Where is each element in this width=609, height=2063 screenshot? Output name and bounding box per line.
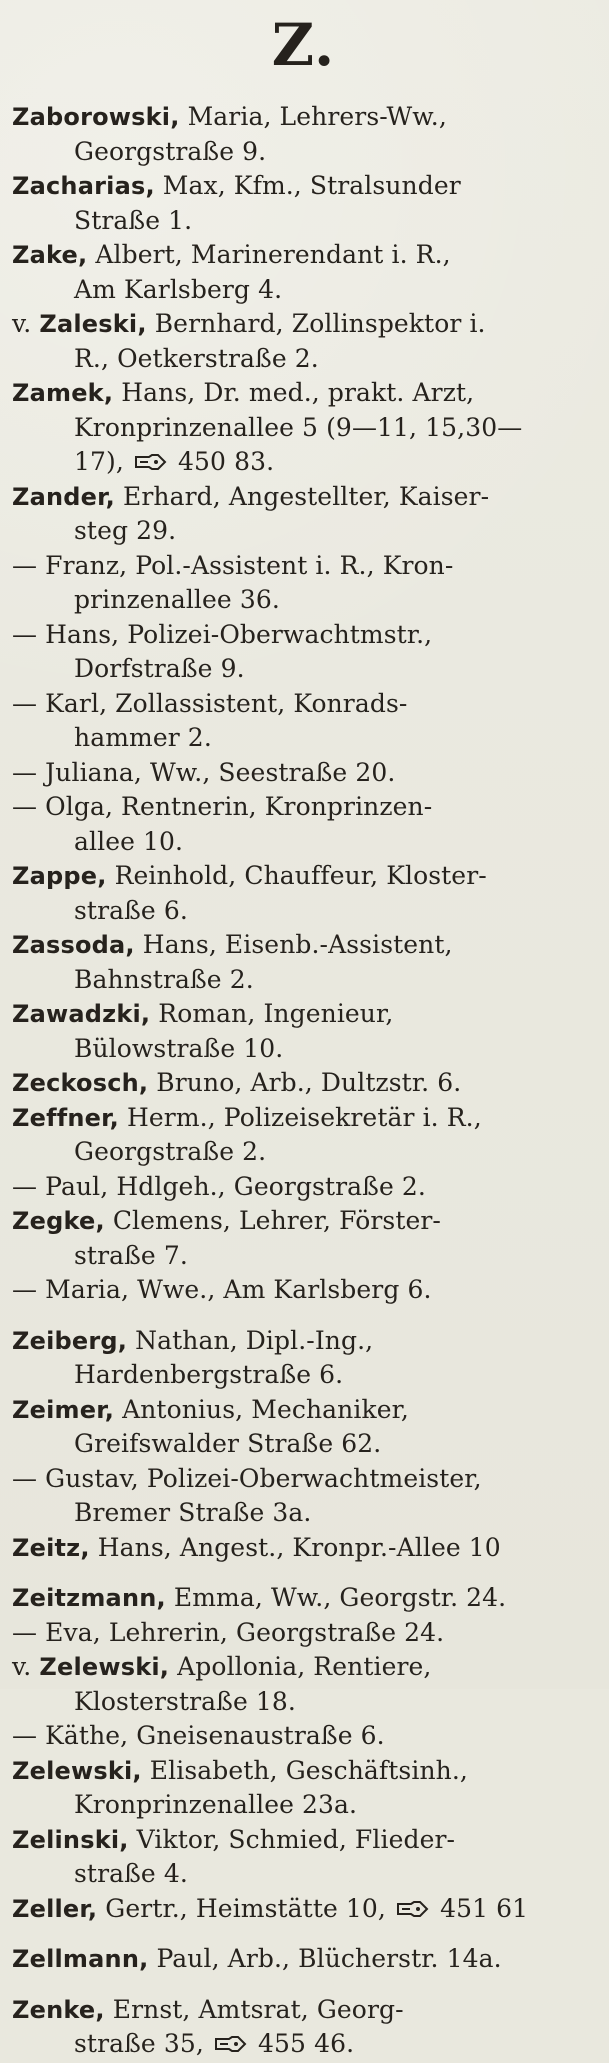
directory-entry [12, 618, 587, 687]
directory-entry [12, 307, 587, 376]
surname: Zeitz, [12, 1533, 90, 1562]
surname: Zelewski, [39, 1653, 170, 1681]
entry-text: — Maria, Wwe., Am Karlsberg 6. [12, 1275, 432, 1304]
entry-text: hammer 2. [74, 723, 212, 752]
entry-main-line [12, 480, 587, 515]
entry-main-line [12, 169, 587, 204]
entry-main-line [12, 1892, 587, 1927]
entry-main-line [12, 1719, 587, 1754]
directory-entry [12, 928, 587, 997]
entry-continuation-line [12, 825, 587, 860]
entry-main-line [12, 1066, 587, 1101]
entry-text: Bernhard, Zollinspektor i. [146, 309, 486, 338]
directory-entry [12, 790, 587, 859]
entry-continuation-line [12, 135, 587, 170]
entry-text: 455 46. [258, 2029, 355, 2058]
entry-text: 17), [74, 447, 124, 476]
entry-text: 450 83. [178, 447, 275, 476]
entry-continuation-line [12, 1496, 587, 1531]
surname: Zeiberg, [12, 1326, 128, 1355]
entry-main-line [12, 859, 587, 894]
entry-main-line [12, 1754, 587, 1789]
entry-text: Reinhold, Chauffeur, Kloster- [106, 861, 487, 890]
entry-text: 451 61 [440, 1893, 529, 1923]
entry-text: — Franz, Pol.-Assistent i. R., Kron- [12, 550, 454, 580]
entry-text: Max, Kfm., Stralsunder [154, 171, 461, 200]
directory-entry [12, 1942, 587, 1977]
surname: Zellmann, [12, 1945, 149, 1973]
entry-main-line [12, 1581, 587, 1616]
entry-main-line [12, 687, 587, 722]
entry-text: v. [12, 1652, 40, 1681]
entry-text: — Juliana, Ww., Seestraße 20. [12, 757, 396, 787]
entry-text: Kronprinzenallee 5 (9—11, 15,30— [74, 412, 523, 442]
entry-text: Hardenbergstraße 6. [74, 1360, 344, 1389]
entry-continuation-line [12, 411, 587, 446]
entry-text: steg 29. [74, 516, 177, 545]
entry-text: — Eva, Lehrerin, Georgstraße 24. [12, 1617, 445, 1647]
entry-continuation-line [12, 1358, 587, 1393]
entry-continuation-line [12, 445, 587, 480]
entry-main-line [12, 1462, 587, 1497]
directory-entry [12, 859, 587, 928]
entry-text: Ernst, Amtsrat, Georg- [104, 1994, 404, 2024]
entry-continuation-line [12, 894, 587, 929]
entry-main-line [12, 1531, 587, 1566]
entry-text: Kronprinzenallee 23a. [74, 1790, 358, 1819]
surname: Zelinski, [12, 1825, 129, 1854]
entry-main-line [12, 1204, 587, 1239]
entry-main-line [12, 1650, 587, 1685]
directory-entry [12, 1273, 587, 1308]
directory-entry [12, 480, 587, 549]
surname: Zeller, [12, 1894, 98, 1923]
entry-text: — Olga, Rentnerin, Kronprinzen- [12, 792, 433, 821]
entry-text: Herm., Polizeisekretär i. R., [118, 1102, 482, 1132]
directory-entry [12, 1892, 587, 1927]
entry-continuation-line [12, 1857, 587, 1892]
entry-text: Dorfstraße 9. [74, 654, 245, 683]
entry-text: straße 6. [74, 895, 188, 925]
entry-text: Antonius, Mechaniker, [114, 1394, 409, 1424]
entry-text: Viktor, Schmied, Flieder- [128, 1824, 456, 1854]
entry-text: Elisabeth, Geschäftsinh., [141, 1755, 468, 1785]
directory-entry [12, 1204, 587, 1273]
entry-text: — Gustav, Polizei-Oberwachtmeister, [12, 1463, 482, 1493]
surname: Zegke, [12, 1207, 105, 1235]
section-letter: Z. [271, 11, 336, 79]
directory-entry [12, 997, 587, 1066]
directory-entry [12, 1754, 587, 1823]
entry-main-line [12, 1993, 587, 2028]
entry-text: Bruno, Arb., Dultzstr. 6. [148, 1068, 462, 1097]
entry-main-line [12, 1101, 587, 1136]
entry-continuation-line [12, 1788, 587, 1823]
entry-continuation-line [12, 204, 587, 239]
telephone-icon [396, 1893, 430, 1911]
entry-text: — Käthe, Gneisenaustraße 6. [12, 1721, 385, 1750]
entry-main-line [12, 790, 587, 825]
directory-entry [12, 376, 587, 480]
surname: Zeffner, [12, 1103, 119, 1132]
directory-entry [12, 1393, 587, 1462]
surname: Zeitzmann, [12, 1584, 166, 1612]
entry-text: Georgstraße 2. [74, 1137, 267, 1166]
entry-text: — Paul, Hdlgeh., Georgstraße 2. [12, 1171, 426, 1201]
entry-text: Straße 1. [74, 205, 193, 235]
directory-entry [12, 1066, 587, 1101]
entry-main-line [12, 756, 587, 791]
entry-main-line [12, 238, 587, 273]
telephone-icon [134, 446, 168, 464]
directory-entry [12, 687, 587, 756]
directory-entry [12, 1993, 587, 2062]
directory-entry [12, 756, 587, 791]
entry-text: straße 7. [74, 1240, 188, 1270]
entry-continuation-line [12, 273, 587, 308]
entry-continuation-line [12, 514, 587, 549]
entry-main-line [12, 1393, 587, 1428]
entry-text: Bülowstraße 10. [74, 1033, 284, 1063]
entry-continuation-line [12, 1239, 587, 1274]
entry-continuation-line [12, 1032, 587, 1067]
surname: Zeimer, [12, 1395, 115, 1424]
directory-entry [12, 1581, 587, 1616]
entry-main-line [12, 376, 587, 411]
entry-text: Greifswalder Straße 62. [74, 1429, 382, 1458]
entry-main-line [12, 1823, 587, 1858]
entry-main-line [12, 1942, 587, 1977]
entry-text: Apollonia, Rentiere, [169, 1652, 432, 1681]
directory-entry [12, 1324, 587, 1393]
directory-entry [12, 169, 587, 238]
entry-text: Hans, Dr. med., prakt. Arzt, [113, 378, 475, 407]
entry-text: straße 4. [74, 1859, 188, 1888]
entry-main-line [12, 928, 587, 963]
entry-text: v. [12, 309, 40, 338]
entry-main-line [12, 1324, 587, 1359]
entry-text: Roman, Ingenieur, [150, 999, 394, 1028]
entry-continuation-line [12, 342, 587, 377]
directory-entry [12, 1462, 587, 1531]
entry-text: straße 35, [74, 2029, 204, 2058]
surname: Zappe, [12, 862, 107, 890]
entry-text: R., Oetkerstraße 2. [74, 343, 319, 373]
surname: Zake, [12, 241, 88, 269]
entry-main-line [12, 1273, 587, 1308]
entry-text: Paul, Arb., Blücherstr. 14a. [148, 1944, 502, 1973]
entry-continuation-line [12, 963, 587, 998]
entry-text: Nathan, Dipl.-Ing., [127, 1325, 374, 1355]
directory-entries [12, 100, 587, 2062]
entry-text: Georgstraße 9. [74, 136, 267, 166]
entry-continuation-line [12, 1135, 587, 1170]
entry-continuation-line [12, 1427, 587, 1462]
directory-entry [12, 1531, 587, 1566]
surname: Zander, [12, 482, 115, 511]
entry-text: Hans, Eisenb.-Assistent, [134, 930, 453, 959]
entry-text: prinzenallee 36. [74, 585, 280, 614]
entry-main-line [12, 1170, 587, 1205]
surname: Zelewski, [12, 1756, 142, 1785]
entry-continuation-line [12, 652, 587, 687]
surname: Zeckosch, [12, 1069, 149, 1097]
surname: Zenke, [12, 1995, 105, 2024]
surname: Zaleski, [39, 310, 147, 338]
entry-main-line [12, 1616, 587, 1651]
entry-text: Klosterstraße 18. [74, 1686, 296, 1716]
entry-continuation-line [12, 583, 587, 618]
directory-entry [12, 100, 587, 169]
entry-text: Albert, Marinerendant i. R., [87, 240, 451, 269]
directory-entry [12, 1170, 587, 1205]
entry-continuation-line [12, 2027, 587, 2062]
entry-text: Gertr., Heimstätte 10, [97, 1893, 386, 1923]
entry-text: Emma, Ww., Georgstr. 24. [165, 1583, 507, 1612]
directory-entry [12, 238, 587, 307]
surname: Zamek, [12, 379, 114, 407]
entry-text: allee 10. [74, 826, 184, 856]
entry-text: — Karl, Zollassistent, Konrads- [12, 688, 408, 718]
telephone-icon [214, 2028, 248, 2046]
surname: Zassoda, [12, 931, 135, 959]
directory-entry [12, 1650, 587, 1719]
entry-text: Hans, Angest., Kronpr.-Allee 10 [89, 1532, 501, 1562]
surname: Zacharias, [12, 172, 155, 200]
entry-text: — Hans, Polizei-Oberwachtmstr., [12, 619, 433, 649]
directory-entry [12, 1823, 587, 1892]
entry-text: Am Karlsberg 4. [74, 274, 283, 304]
entry-text: Bremer Straße 3a. [74, 1498, 312, 1527]
surname: Zawadzki, [12, 1000, 151, 1028]
surname: Zaborowski, [12, 103, 180, 131]
entry-continuation-line [12, 721, 587, 756]
entry-continuation-line [12, 1685, 587, 1720]
directory-entry [12, 1616, 587, 1651]
entry-text: Maria, Lehrers-Ww., [179, 102, 447, 131]
entry-text: Erhard, Angestellter, Kaiser- [114, 481, 490, 511]
directory-entry [12, 549, 587, 618]
entry-text: Bahnstraße 2. [74, 964, 254, 994]
directory-entry [12, 1719, 587, 1754]
entry-text: Clemens, Lehrer, Förster- [104, 1206, 441, 1235]
entry-main-line [12, 307, 587, 342]
entry-main-line [12, 618, 587, 653]
entry-main-line [12, 549, 587, 584]
entry-main-line [12, 997, 587, 1032]
entry-main-line [12, 100, 587, 135]
directory-entry [12, 1101, 587, 1170]
